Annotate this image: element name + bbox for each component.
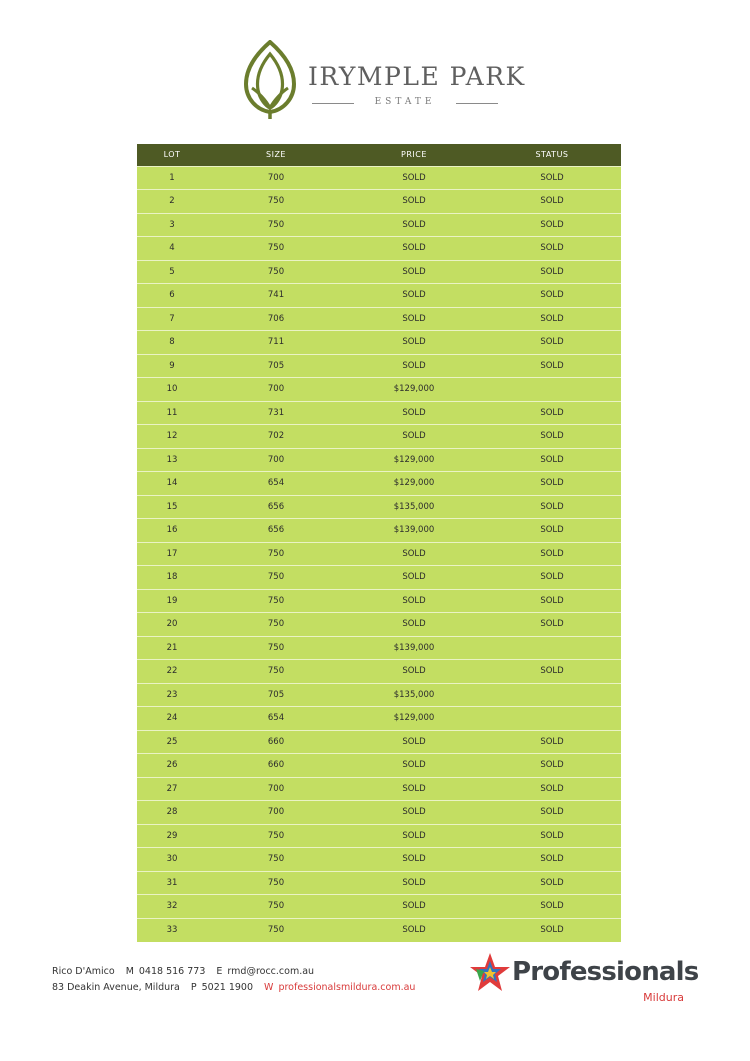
email-label: E [216,966,223,977]
cell-lot: 5 [137,260,207,284]
cell-lot: 32 [137,895,207,919]
cell-price: SOLD [345,660,483,684]
column-header-price: PRICE [345,144,483,166]
cell-size: 750 [207,636,345,660]
cell-status: SOLD [483,237,621,261]
table-row [137,918,621,942]
table-row [137,777,621,801]
phone-number[interactable]: 5021 1900 [201,982,254,993]
cell-size: 750 [207,848,345,872]
table-row [137,636,621,660]
cell-size: 750 [207,213,345,237]
cell-status: SOLD [483,260,621,284]
table-row [137,401,621,425]
divider [456,103,498,104]
table-body [137,166,621,942]
cell-price: SOLD [345,307,483,331]
cell-status: SOLD [483,425,621,449]
table-row [137,354,621,378]
cell-lot: 22 [137,660,207,684]
cell-size: 750 [207,190,345,214]
table-row [137,730,621,754]
table-row [137,213,621,237]
cell-lot: 16 [137,519,207,543]
agency-name: Professionals [512,957,699,987]
cell-size: 660 [207,730,345,754]
cell-size: 705 [207,683,345,707]
cell-status: SOLD [483,754,621,778]
cell-status: SOLD [483,660,621,684]
cell-lot: 25 [137,730,207,754]
cell-price: SOLD [345,824,483,848]
cell-size: 700 [207,448,345,472]
cell-status: SOLD [483,589,621,613]
cell-lot: 26 [137,754,207,778]
agent-contact [52,964,415,996]
table-row [137,307,621,331]
cell-price: SOLD [345,730,483,754]
table-row [137,448,621,472]
cell-lot: 3 [137,213,207,237]
cell-status: SOLD [483,331,621,355]
cell-size: 750 [207,918,345,942]
cell-price: SOLD [345,542,483,566]
cell-price: SOLD [345,613,483,637]
cell-status: SOLD [483,730,621,754]
table-row [137,660,621,684]
cell-status: SOLD [483,777,621,801]
star-icon [468,951,512,995]
cell-status: SOLD [483,354,621,378]
table-row [137,237,621,261]
cell-lot: 1 [137,166,207,190]
table-row [137,495,621,519]
cell-price: $135,000 [345,683,483,707]
agency-location: Mildura [643,991,684,1004]
cell-status: SOLD [483,472,621,496]
cell-price: SOLD [345,801,483,825]
email-link[interactable]: rmd@rocc.com.au [227,966,315,977]
cell-price: $129,000 [345,472,483,496]
table-row [137,683,621,707]
estate-subtitle-block [308,97,502,111]
table-row [137,895,621,919]
agent-name: Rico D'Amico [52,966,115,977]
cell-size: 750 [207,613,345,637]
mobile-label: M [125,966,134,977]
cell-lot: 11 [137,401,207,425]
cell-status: SOLD [483,166,621,190]
table-row [137,190,621,214]
table-row [137,378,621,402]
cell-size: 700 [207,166,345,190]
cell-status: SOLD [483,495,621,519]
cell-status [483,378,621,402]
cell-price: $129,000 [345,448,483,472]
cell-lot: 14 [137,472,207,496]
estate-logo [244,40,526,122]
cell-lot: 15 [137,495,207,519]
cell-lot: 29 [137,824,207,848]
column-header-status: STATUS [483,144,621,166]
cell-lot: 30 [137,848,207,872]
cell-lot: 19 [137,589,207,613]
cell-status [483,683,621,707]
cell-lot: 24 [137,707,207,731]
cell-size: 656 [207,495,345,519]
cell-size: 700 [207,777,345,801]
cell-price: SOLD [345,401,483,425]
table-row [137,754,621,778]
cell-price: SOLD [345,331,483,355]
cell-size: 750 [207,824,345,848]
cell-price: SOLD [345,895,483,919]
cell-price: SOLD [345,871,483,895]
website-link[interactable]: professionalsmildura.com.au [278,982,416,993]
cell-size: 750 [207,542,345,566]
table-row [137,801,621,825]
table-header-row [137,144,621,166]
cell-status: SOLD [483,824,621,848]
cell-status: SOLD [483,213,621,237]
cell-size: 750 [207,260,345,284]
table-row [137,284,621,308]
cell-size: 654 [207,707,345,731]
cell-lot: 13 [137,448,207,472]
cell-lot: 23 [137,683,207,707]
cell-status: SOLD [483,871,621,895]
estate-subtitle: ESTATE [374,97,436,107]
cell-status: SOLD [483,542,621,566]
cell-lot: 8 [137,331,207,355]
cell-lot: 20 [137,613,207,637]
estate-title: IRYMPLE PARK [308,62,526,91]
cell-size: 705 [207,354,345,378]
cell-lot: 31 [137,871,207,895]
cell-price: SOLD [345,566,483,590]
table-row [137,566,621,590]
cell-status: SOLD [483,284,621,308]
cell-lot: 12 [137,425,207,449]
cell-size: 660 [207,754,345,778]
table-row [137,848,621,872]
cell-lot: 17 [137,542,207,566]
cell-status: SOLD [483,190,621,214]
table-row [137,519,621,543]
cell-size: 711 [207,331,345,355]
cell-size: 654 [207,472,345,496]
cell-lot: 28 [137,801,207,825]
cell-lot: 33 [137,918,207,942]
cell-size: 750 [207,895,345,919]
cell-status: SOLD [483,801,621,825]
cell-price: $139,000 [345,519,483,543]
cell-status: SOLD [483,307,621,331]
cell-price: SOLD [345,754,483,778]
cell-price: $129,000 [345,378,483,402]
cell-status [483,636,621,660]
table-row [137,707,621,731]
phone-label: P [190,982,197,993]
cell-price: SOLD [345,425,483,449]
table-row [137,260,621,284]
table-row [137,425,621,449]
table-row [137,871,621,895]
cell-size: 741 [207,284,345,308]
cell-size: 750 [207,237,345,261]
cell-price: SOLD [345,166,483,190]
table-row [137,589,621,613]
agency-logo [468,951,698,1011]
cell-status: SOLD [483,401,621,425]
cell-status: SOLD [483,895,621,919]
cell-price: $135,000 [345,495,483,519]
cell-status: SOLD [483,519,621,543]
cell-status [483,707,621,731]
cell-price: SOLD [345,918,483,942]
contact-line-2 [52,980,415,996]
cell-size: 750 [207,589,345,613]
cell-size: 700 [207,801,345,825]
cell-size: 700 [207,378,345,402]
cell-status: SOLD [483,613,621,637]
cell-price: SOLD [345,190,483,214]
cell-size: 750 [207,660,345,684]
table-row [137,824,621,848]
cell-price: $139,000 [345,636,483,660]
cell-status: SOLD [483,566,621,590]
mobile-number[interactable]: 0418 516 773 [138,966,206,977]
cell-price: SOLD [345,213,483,237]
cell-lot: 27 [137,777,207,801]
office-address: 83 Deakin Avenue, Mildura [52,982,180,993]
cell-lot: 7 [137,307,207,331]
table-row [137,331,621,355]
cell-size: 702 [207,425,345,449]
table-row [137,613,621,637]
table-row [137,472,621,496]
column-header-lot: LOT [137,144,207,166]
cell-lot: 2 [137,190,207,214]
cell-lot: 4 [137,237,207,261]
cell-price: SOLD [345,284,483,308]
cell-price: SOLD [345,354,483,378]
cell-lot: 10 [137,378,207,402]
cell-price: SOLD [345,848,483,872]
cell-size: 656 [207,519,345,543]
cell-lot: 21 [137,636,207,660]
cell-size: 750 [207,566,345,590]
cell-price: SOLD [345,777,483,801]
table-row [137,542,621,566]
cell-status: SOLD [483,918,621,942]
cell-price: $129,000 [345,707,483,731]
cell-lot: 18 [137,566,207,590]
table-row [137,166,621,190]
cell-lot: 9 [137,354,207,378]
cell-lot: 6 [137,284,207,308]
cell-status: SOLD [483,848,621,872]
cell-price: SOLD [345,589,483,613]
web-label: W [264,982,274,993]
cell-price: SOLD [345,260,483,284]
cell-size: 750 [207,871,345,895]
leaf-icon [244,40,296,120]
cell-status: SOLD [483,448,621,472]
column-header-size: SIZE [207,144,345,166]
cell-size: 731 [207,401,345,425]
contact-line-1 [52,964,415,980]
cell-size: 706 [207,307,345,331]
lot-price-table [137,144,621,942]
cell-price: SOLD [345,237,483,261]
